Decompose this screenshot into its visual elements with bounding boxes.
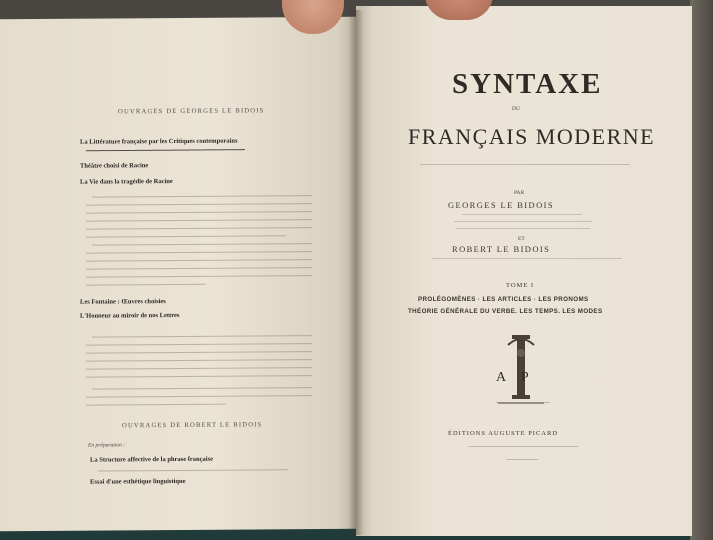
text-line xyxy=(86,351,312,354)
entry-fontaine: Les Fontaine : Œuvres choisies xyxy=(80,298,166,306)
credential-line xyxy=(432,258,622,259)
publisher-year-line xyxy=(506,459,538,460)
text-line xyxy=(86,267,312,270)
text-line xyxy=(98,469,288,472)
text-line xyxy=(92,335,312,338)
entry-vie-tragedie: La Vie dans la tragédie de Racine xyxy=(80,178,173,186)
text-line xyxy=(86,404,226,406)
text-line xyxy=(86,359,312,362)
text-line xyxy=(86,375,312,378)
book-cover-edge xyxy=(690,0,713,540)
text-line xyxy=(86,395,312,398)
credential-line xyxy=(462,214,582,215)
text-line xyxy=(92,387,312,390)
left-page xyxy=(0,17,356,531)
entry-litterature: La Littérature française par les Critiques contemporains xyxy=(80,137,238,146)
text-line xyxy=(86,251,312,254)
credential-line xyxy=(454,221,592,222)
publisher-address-line xyxy=(468,446,578,447)
text-line xyxy=(86,203,312,206)
publisher-name: ÉDITIONS AUGUSTE PICARD xyxy=(448,430,559,437)
and-label: ET xyxy=(518,236,525,242)
text-line xyxy=(86,284,206,286)
text-line xyxy=(86,275,312,278)
text-line xyxy=(86,219,312,222)
entry-structure-affective: La Structure affective de la phrase française xyxy=(90,455,213,464)
contents-line-1: PROLÉGOMÈNES · LES ARTICLES · LES PRONOMS xyxy=(418,296,589,303)
text-line xyxy=(86,235,286,238)
author-robert: ROBERT LE BIDOIS xyxy=(452,244,551,254)
text-line xyxy=(86,343,312,346)
text-line xyxy=(86,367,312,370)
entry-esthetique: Essai d'une esthétique linguistique xyxy=(90,477,186,486)
author-georges: GEORGES LE BIDOIS xyxy=(448,200,554,210)
text-line xyxy=(86,259,312,262)
left-header-works-georges: OUVRAGES DE GEORGES LE BIDOIS xyxy=(118,107,265,116)
logo-letters: A P xyxy=(496,370,535,385)
entry-theatre-racine: Théâtre choisi de Racine xyxy=(80,162,149,170)
credential-line xyxy=(456,228,590,229)
text-line xyxy=(92,243,312,246)
right-page xyxy=(356,6,692,536)
tagline-line xyxy=(420,164,630,165)
book-subtitle: FRANÇAIS MODERNE xyxy=(408,124,656,149)
text-line xyxy=(86,211,312,214)
book-title: SYNTAXE xyxy=(452,68,603,100)
text-line xyxy=(92,195,312,198)
book-gutter xyxy=(348,10,364,535)
text-line xyxy=(86,227,312,230)
left-header-works-robert: OUVRAGES DE ROBERT LE BIDOIS xyxy=(122,421,263,430)
by-label: PAR xyxy=(514,190,525,196)
entry-honneur: L'Honneur au miroir de nos Lettres xyxy=(80,311,180,320)
en-preparation-label: En préparation : xyxy=(88,442,125,449)
title-du: DU xyxy=(512,106,520,112)
logo-caption-line xyxy=(496,402,550,403)
contents-line-2: THÉORIE GÉNÉRALE DU VERBE. LES TEMPS. LES MODES xyxy=(408,308,603,315)
entry-detail: ━━━━━━━━━━━━━━━━━━━━━━━━━━━━━━━━━━━━━━━━━━━━━━━━ xyxy=(86,147,245,155)
volume-label: TOME I xyxy=(506,282,535,289)
